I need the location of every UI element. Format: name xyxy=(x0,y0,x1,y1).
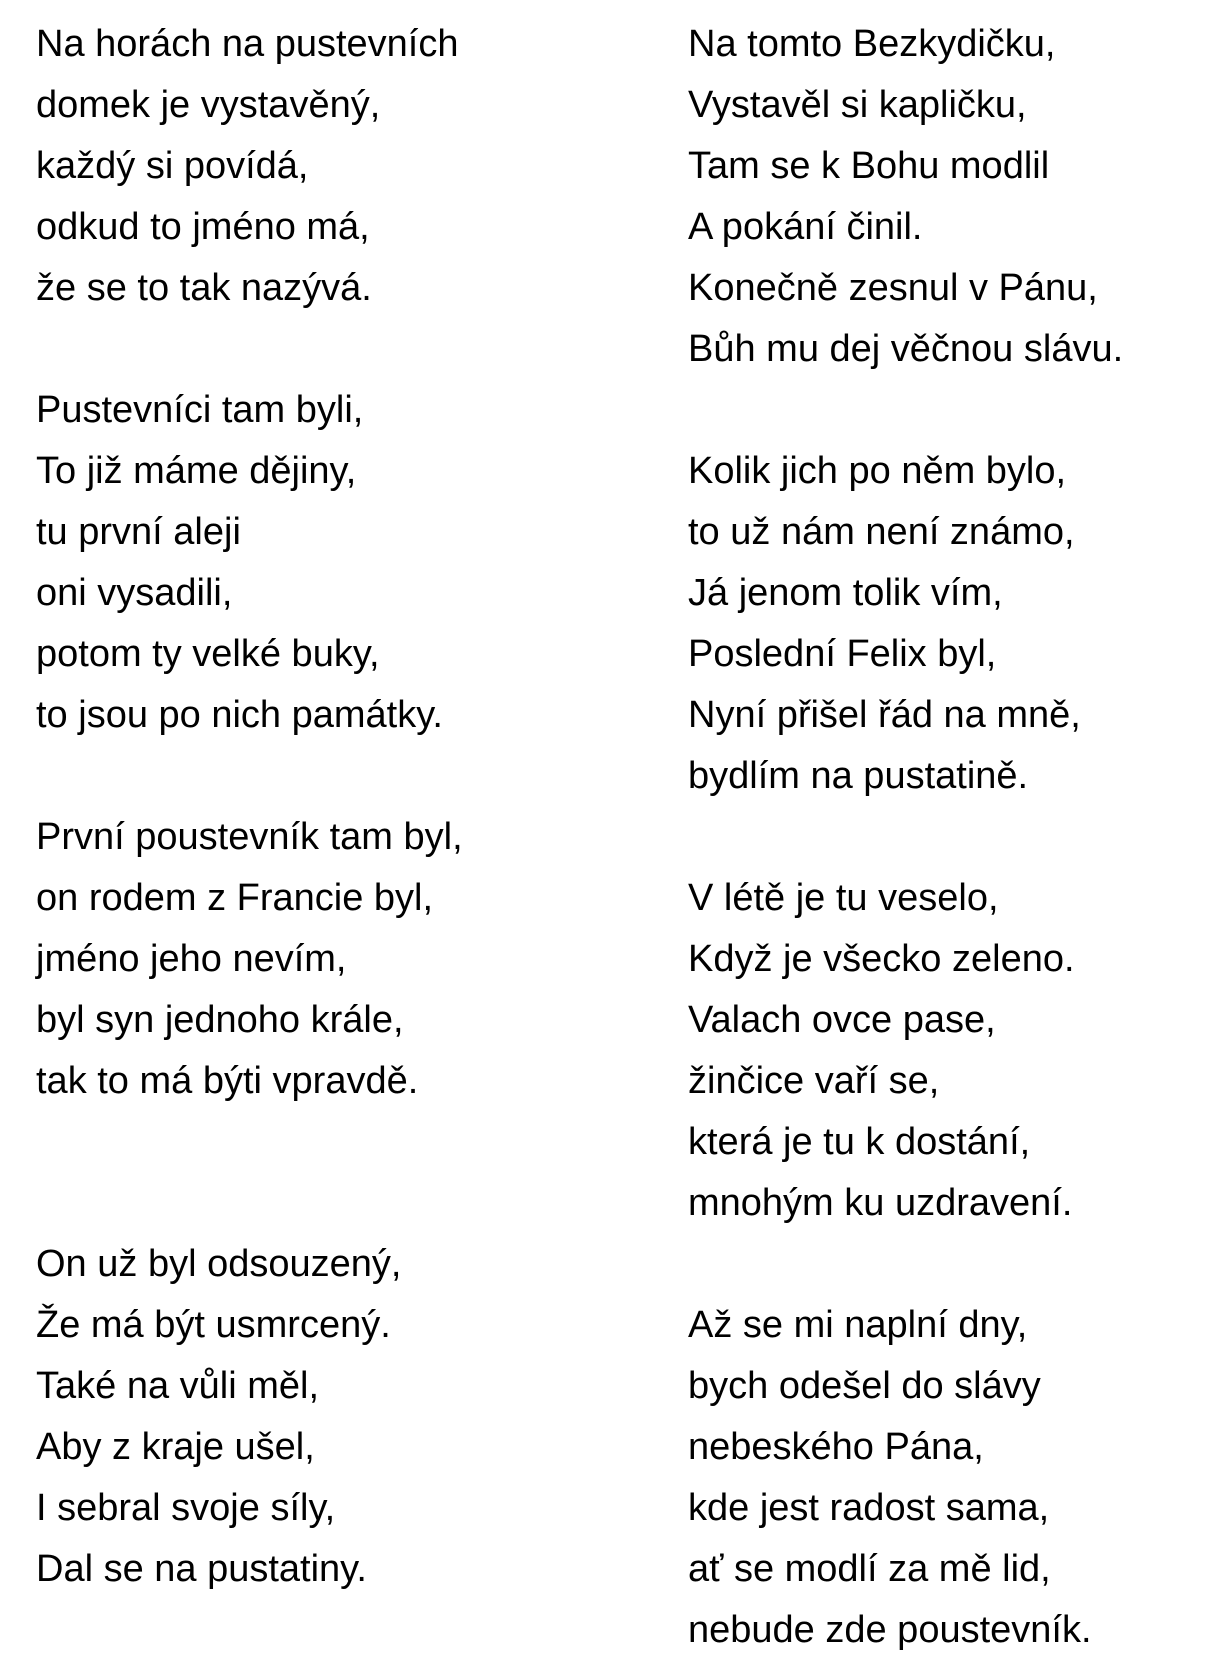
verse-line: bych odešel do slávy xyxy=(688,1365,1041,1407)
verse-line: tak to má býti vpravdě. xyxy=(36,1060,419,1102)
verse-line: odkud to jméno má, xyxy=(36,206,370,248)
verse-line: on rodem z Francie byl, xyxy=(36,877,434,919)
stanza-gap xyxy=(36,746,636,807)
verse-line: Já jenom tolik vím, xyxy=(688,572,1003,614)
verse-line: že se to tak nazývá. xyxy=(36,267,372,309)
verse-line: Valach ovce pase, xyxy=(688,999,996,1041)
stanza-gap xyxy=(688,807,1228,868)
verse-line: Kolik jich po něm bylo, xyxy=(688,450,1067,492)
verse-line: Vystavěl si kapličku, xyxy=(688,84,1027,126)
verse-line: V létě je tu veselo, xyxy=(688,877,999,919)
verse-line: to už nám není známo, xyxy=(688,511,1075,553)
verse-line: Poslední Felix byl, xyxy=(688,633,997,675)
verse-line: mnohým ku uzdravení. xyxy=(688,1182,1073,1224)
verse-line: tu první aleji xyxy=(36,511,241,553)
verse-line: Aby z kraje ušel, xyxy=(36,1426,315,1468)
verse-line: To již máme dějiny, xyxy=(36,450,357,492)
verse-line: to jsou po nich památky. xyxy=(36,694,443,736)
verse-line: která je tu k dostání, xyxy=(688,1121,1031,1163)
verse-line: Když je všecko zeleno. xyxy=(688,938,1075,980)
left-stanza-4 xyxy=(36,1234,636,1600)
verse-line: kde jest radost sama, xyxy=(688,1487,1050,1529)
verse-line: jméno jeho nevím, xyxy=(36,938,347,980)
right-stanza-2 xyxy=(688,441,1228,807)
left-stanza-1 xyxy=(36,14,636,319)
stanza-gap xyxy=(36,319,636,380)
verse-line: Také na vůli měl, xyxy=(36,1365,320,1407)
verse-line: domek je vystavěný, xyxy=(36,84,381,126)
right-stanza-1 xyxy=(688,14,1228,380)
verse-line: ať se modlí za mě lid, xyxy=(688,1548,1051,1590)
stanza-gap xyxy=(688,380,1228,441)
stanza-gap xyxy=(36,1112,636,1234)
verse-line: potom ty velké buky, xyxy=(36,633,380,675)
verse-line: nebude zde poustevník. xyxy=(688,1609,1092,1651)
verse-line: Nyní přišel řád na mně, xyxy=(688,694,1081,736)
verse-line: Tam se k Bohu modlil xyxy=(688,145,1050,187)
verse-line: I sebral svoje síly, xyxy=(36,1487,336,1529)
verse-line: Že má být usmrcený. xyxy=(36,1304,391,1346)
right-stanza-3 xyxy=(688,868,1228,1234)
verse-line: Bůh mu dej věčnou slávu. xyxy=(688,328,1124,370)
verse-line: Pustevníci tam byli, xyxy=(36,389,364,431)
verse-line: bydlím na pustatině. xyxy=(688,755,1029,797)
left-stanza-2 xyxy=(36,380,636,746)
verse-line: Na tomto Bezkydičku, xyxy=(688,23,1056,65)
verse-line: První poustevník tam byl, xyxy=(36,816,463,858)
verse-line: nebeského Pána, xyxy=(688,1426,984,1468)
verse-line: Na horách na pustevních xyxy=(36,23,459,65)
right-column xyxy=(688,14,1228,1661)
left-column xyxy=(36,14,636,1600)
left-stanza-3 xyxy=(36,807,636,1112)
stanza-gap xyxy=(688,1234,1228,1295)
verse-line: oni vysadili, xyxy=(36,572,233,614)
verse-line: žinčice vaří se, xyxy=(688,1060,940,1102)
verse-line: Dal se na pustatiny. xyxy=(36,1548,367,1590)
verse-line: byl syn jednoho krále, xyxy=(36,999,404,1041)
verse-line: Až se mi naplní dny, xyxy=(688,1304,1028,1346)
verse-line: Konečně zesnul v Pánu, xyxy=(688,267,1098,309)
verse-line: každý si povídá, xyxy=(36,145,309,187)
verse-line: On už byl odsouzený, xyxy=(36,1243,402,1285)
verse-line: A pokání činil. xyxy=(688,206,923,248)
right-stanza-4 xyxy=(688,1295,1228,1661)
